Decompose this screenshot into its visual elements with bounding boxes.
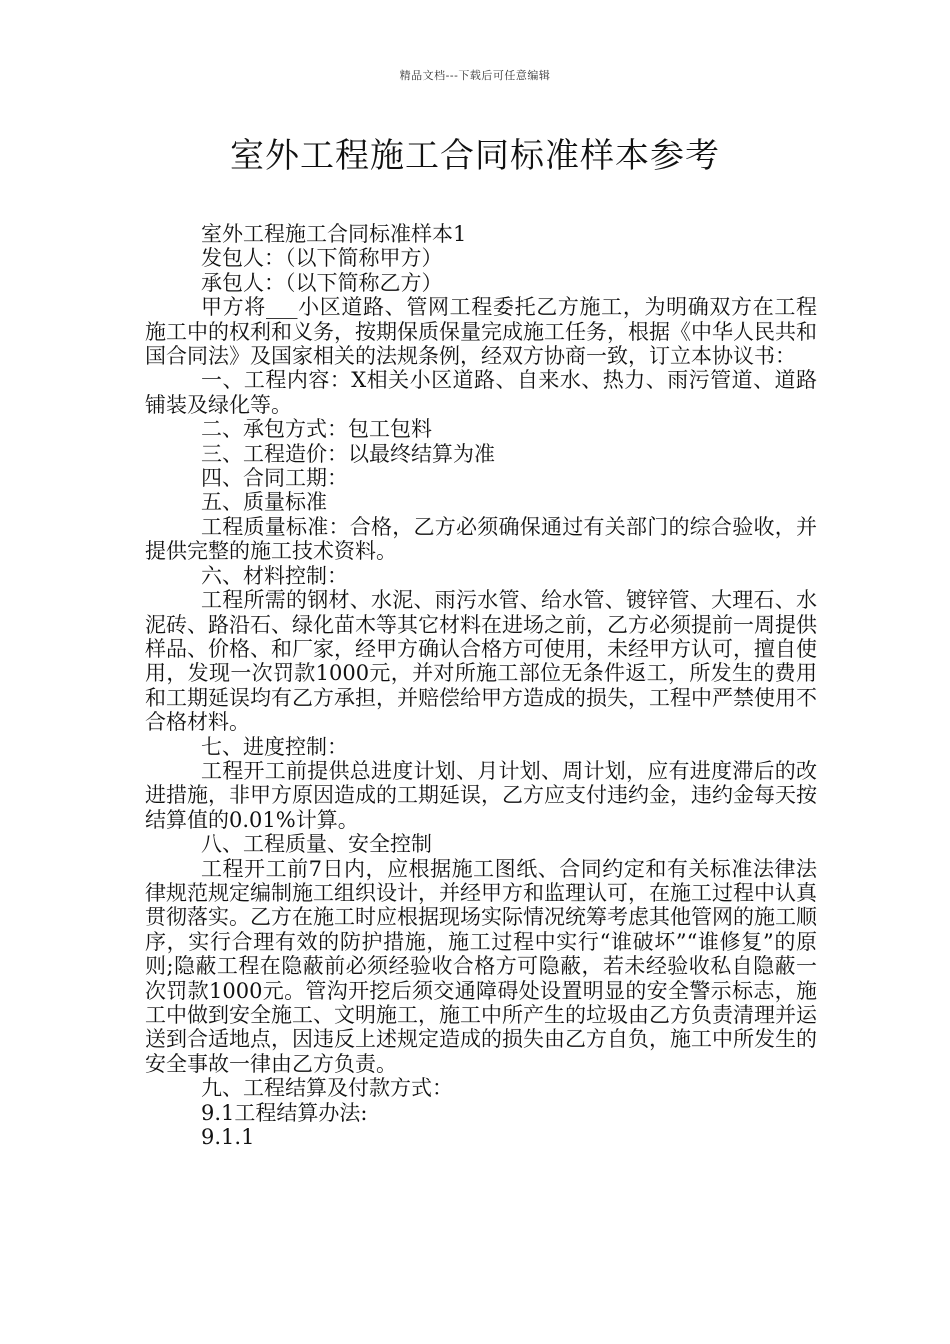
document-body	[145, 222, 817, 1149]
paragraph: 室外工程施工合同标准样本1	[201, 222, 467, 246]
paragraph: 一、工程内容：X相关小区道路、自来水、热力、雨污管道、道路铺装及绿化等。	[145, 368, 817, 417]
paragraph: 工程开工前提供总进度计划、月计划、周计划，应有进度滞后的改进措施，非甲方原因造成的工期延误，乙方应支付违约金，违约金每天按结算值的0.01%计算。	[145, 758, 817, 832]
paragraph: 工程所需的钢材、水泥、雨污水管、给水管、镀锌管、大理石、水泥砖、路沿石、绿化苗木等其它材料在进场之前，乙方必须提前一周提供样品、价格、和厂家，经甲方确认合格方可使用，未经甲方认可，擅自使用，发现一次罚款1000元，并对所施工部位无条件返工，所发生的费用和工期延误均有乙方承担，并赔偿给甲方造成的损失，工程中严禁使用不合格材料。	[145, 588, 817, 735]
paragraph: 六、材料控制：	[201, 563, 348, 588]
paragraph: 发包人：（以下简称甲方）	[201, 246, 443, 271]
paragraph: 八、工程质量、安全控制	[201, 832, 432, 857]
paragraph: 9.1工程结算办法:	[201, 1100, 368, 1125]
paragraph: 四、合同工期：	[201, 466, 348, 491]
paragraph: 五、质量标准	[201, 490, 327, 515]
paragraph: 三、工程造价：以最终结算为准	[201, 441, 495, 466]
paragraph: 甲方将___小区道路、管网工程委托乙方施工，为明确双方在工程施工中的权利和义务，按期保质保量完成施工任务，根据《中华人民共和国合同法》及国家相关的法规条例，经双方协商一致，订立本协议书：	[145, 295, 817, 369]
paragraph: 九、工程结算及付款方式：	[201, 1076, 453, 1101]
paragraph: 承包人：（以下简称乙方）	[201, 270, 443, 295]
paragraph: 工程质量标准：合格，乙方必须确保通过有关部门的综合验收，并提供完整的施工技术资料。	[145, 514, 817, 564]
document-title: 室外工程施工合同标准样本参考	[230, 136, 720, 176]
paragraph: 二、承包方式：包工包料	[201, 417, 432, 442]
paragraph: 七、进度控制：	[201, 734, 348, 759]
paragraph: 9.1.1	[201, 1125, 255, 1150]
header-note: 精品文档---下载后可任意编辑	[399, 69, 551, 82]
paragraph: 工程开工前7日内，应根据施工图纸、合同约定和有关标准法律法律规范规定编制施工组织设计，并经甲方和监理认可，在施工过程中认真贯彻落实。乙方在施工时应根据现场实际情况统筹考虑其他管网的施工顺序，实行合理有效的防护措施，施工过程中实行“谁破坏”“谁修复”的原则;隐蔽工程在隐蔽前必须经验收合格方可隐蔽，若未经验收私自隐蔽一次罚款1000元。管沟开挖后须交通障碍处设置明显的安全警示标志，施工中做到安全施工、文明施工，施工中所产生的垃圾由乙方负责清理并运送到合适地点，因违反上述规定造成的损失由乙方自负，施工中所发生的安全事故一律由乙方负责。	[145, 856, 817, 1076]
